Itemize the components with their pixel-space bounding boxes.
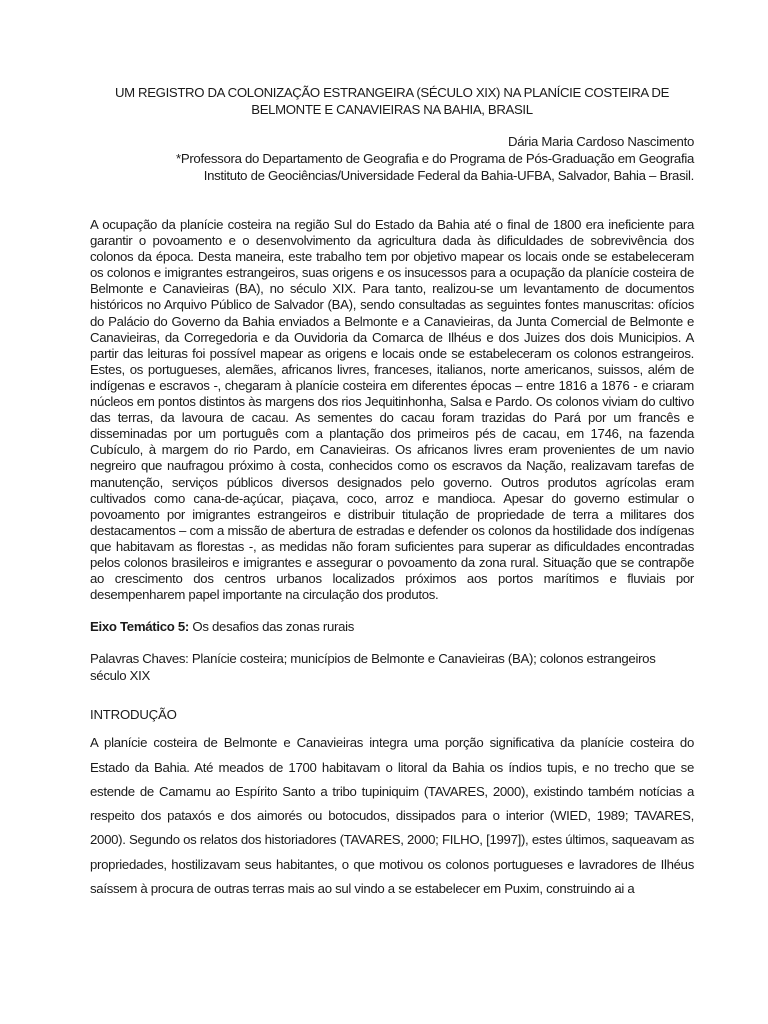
thematic-axis-text: Os desafios das zonas rurais [189,619,355,635]
affiliation-line-1: *Professora do Departamento de Geografia e do Programa de Pós-Graduação em Geografia [176,151,694,166]
keywords-line-2: século XIX [90,668,151,684]
abstract-paragraph: A ocupação da planície costeira na região Sul do Estado da Bahia até o final de 1800 era ineficiente para garantir o povoamento e o desenvolvimento da agricultura dada às dificuldades de sobrevivência dos colonos da época. Desta maneira, este trabalho tem por objetivo mapear os locais onde se estabeleceram os colonos e imigrantes estrangeiros, suas origens e os insucessos para a ocupação da planície costeira de Belmonte e Canavieiras (BA), no século XIX. Para tanto, realizou-se um levantamento de documentos históricos no Arquivo Público de Salvador (BA), sendo consultadas as seguintes fontes manuscritas: ofícios do Palácio do Governo da Bahia enviados a Belmonte e a Canavieiras, da Junta Comercial de Belmonte e Canavieiras, da Corregedoria e da Ouvidoria da Comarca de Ilhéus e dos Juizes dos dois Municipios. A partir das leituras foi possível mapear as origens e locais onde se estabeleceram os colonos estrangeiros. Estes, os portugueses, alemães, africanos livres, franceses, italianos, norte americanos, suissos, além de indígenas e escravos -, chegaram à planície costeira em diferentes épocas – entre 1816 a 1876 - e criaram núcleos em pontos distintos às margens dos rios Jequitinhonha, Salsa e Pardo. Os colonos viviam do cultivo das terras, da lavoura de cacau. As sementes do cacau foram trazidas do Pará por um francês e disseminadas por um português com a plantação dos primeiros pés de cacau, em 1746, na fazenda Cubículo, à margem do rio Pardo, em Canavieiras. Os africanos livres eram provenientes de um navio negreiro que naufragou próximo à costa, conhecidos como os escravos da Nação, realizavam tarefas de manutenção, serviços públicos diversos designados pelo governo. Outros produtos agrícolas eram cultivados como cana-de-açúcar, piaçava, coco, arroz e mandioca. Apesar do governo estimular o povoamento por imigrantes estrangeiros e distribuir titulação de propriedade de terra a militares dos destacamentos – com a missão de abertura de estradas e defender os colonos da hostilidade dos indígenas que habitavam as florestas -, as medidas não foram suficientes para superar as dificuldades encontradas pelos colonos brasileiros e imigrantes e assegurar o povoamento da zona rural. Situação que se contrapõe ao crescimento dos centros urbanos localizados próximos aos portos marítimos e fluviais por desempenharem papel importante na circulação dos produtos. [90,217,694,603]
document-page [90,84,694,915]
title-line-2: BELMONTE E CANAVIEIRAS NA BAHIA, BRASIL [251,102,533,117]
intro-heading: INTRODUÇÃO [90,707,177,723]
document-title [90,84,694,118]
author-block [90,133,694,184]
affiliation-line-2: Instituto de Geociências/Universidade Federal da Bahia-UFBA, Salvador, Bahia – Brasil. [203,168,694,183]
keywords [90,650,694,684]
keywords-line-1: Palavras Chaves: Planície costeira; municípios de Belmonte e Canavieiras (BA); colonos estrangeiros [90,651,656,667]
thematic-axis-label: Eixo Temático 5: [90,619,190,635]
intro-paragraph: A planície costeira de Belmonte e Canavieiras integra uma porção significativa da planície costeira do Estado da Bahia. Até meados de 1700 habitavam o litoral da Bahia os índios tupis, e no trecho que se estende de Camamu ao Espírito Santo a tribo tupiniquim (TAVARES, 2000), existindo também notícias a respeito dos pataxós e dos aimorés ou botocudos, dissipados para o interior (WIED, 1989; TAVARES, 2000). Segundo os relatos dos historiadores (TAVARES, 2000; FILHO, [1997]), estes últimos, saqueavam as propriedades, hostilizavam seus habitantes, o que motivou os colonos portugueses e lavradores de Ilhéus saíssem à procura de outras terras mais ao sul vindo a se estabelecer em Puxim, construindo ai a [90,735,694,897]
title-line-1: UM REGISTRO DA COLONIZAÇÃO ESTRANGEIRA (SÉCULO XIX) NA PLANÍCIE COSTEIRA DE [114,85,670,100]
author-name: Dária Maria Cardoso Nascimento [508,134,694,149]
thematic-axis [90,619,694,635]
